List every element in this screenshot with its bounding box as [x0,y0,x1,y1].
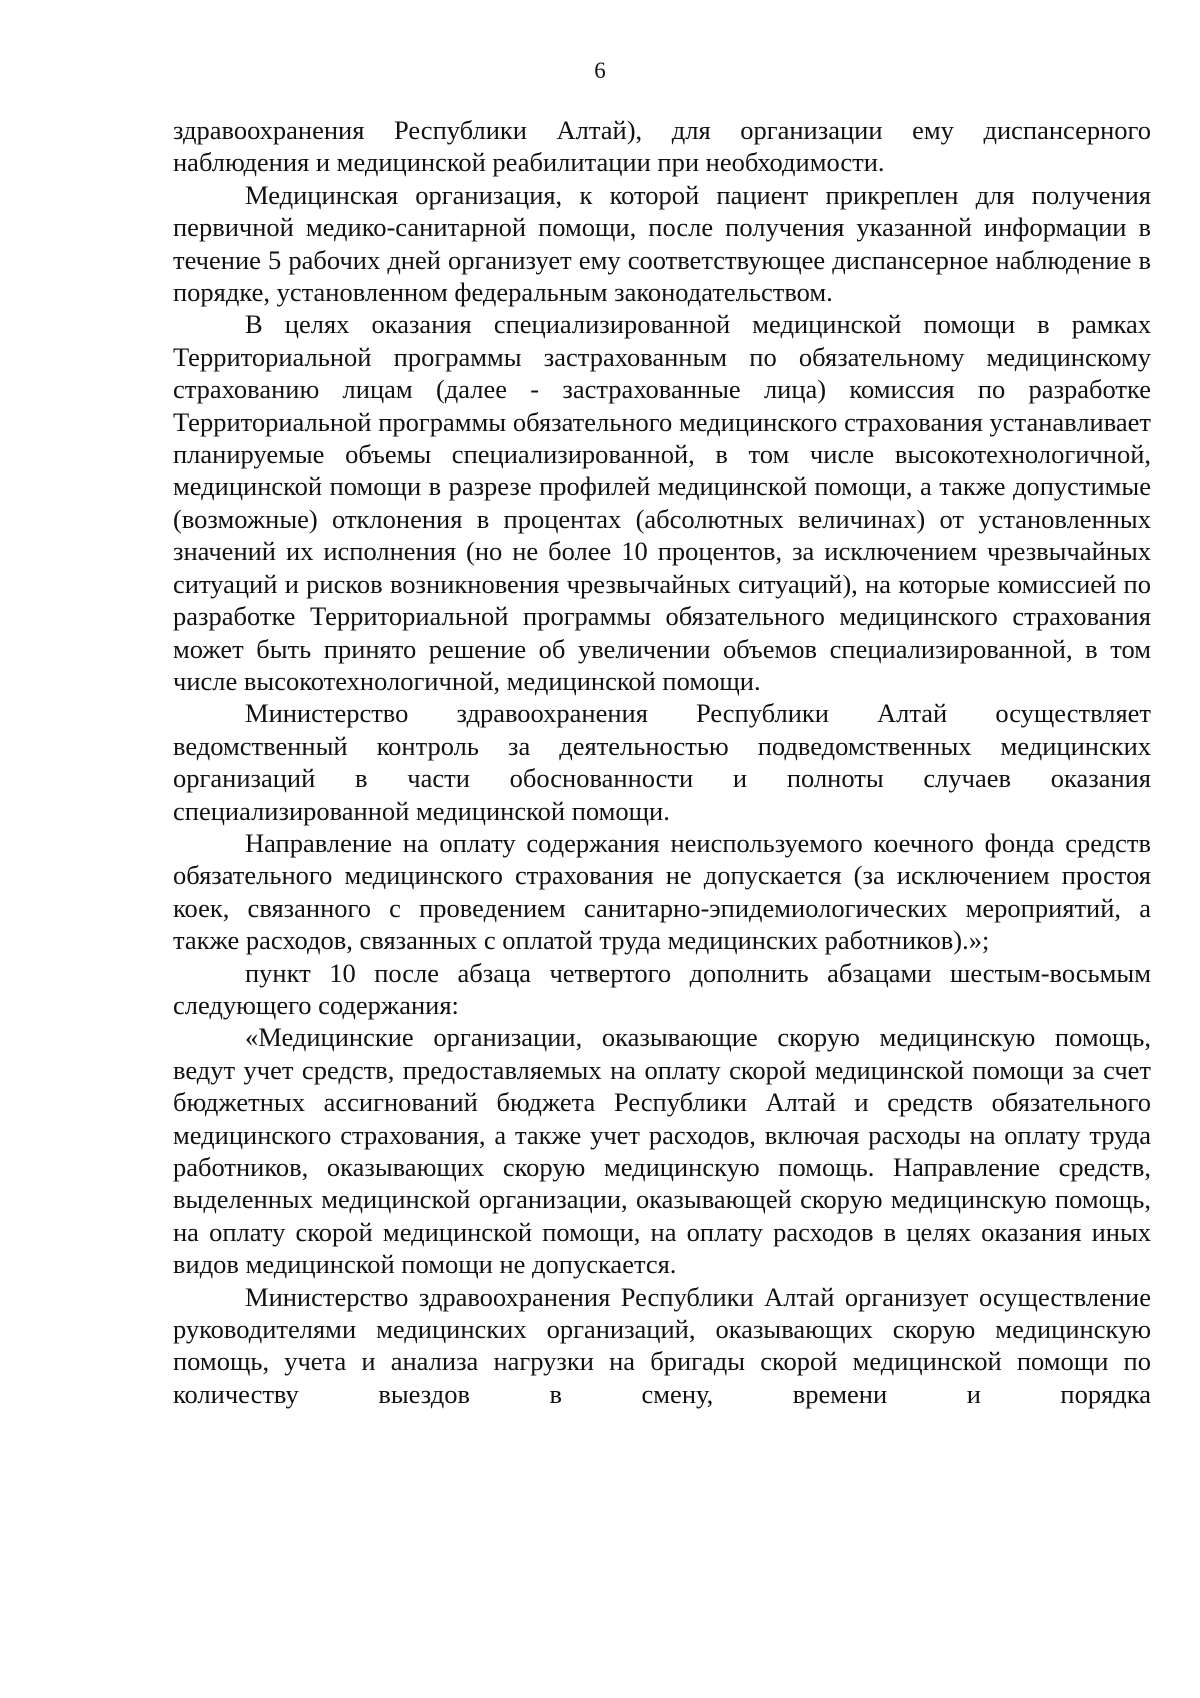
paragraph-bed-fund-restriction: Направление на оплату содержания неиспользуемого коечного фонда средств обязательного медицинского страхования не допускается (за исключением простоя коек, связанного с проведением санитарно-эпидемиологических мероприятий, а также расходов, связанных с оплатой труда медицинских работников).»; [173,827,1151,956]
paragraph-emergency-care-accounting: «Медицинские организации, оказывающие скорую медицинскую помощь, ведут учет средств, предоставляемых на оплату скорой медицинской помощи за счет бюджетных ассигнований бюджета Республики Алтай и средств обязательного медицинского страхования, а также учет расходов, включая расходы на оплату труда работников, оказывающих скорую медицинскую помощь. Направление средств, выделенных медицинской организации, оказывающей скорую медицинскую помощь, на оплату скорой медицинской помощи, на оплату расходов в целях оказания иных видов медицинской помощи не допускается. [173,1022,1151,1280]
paragraph-specialized-care-volumes: В целях оказания специализированной медицинской помощи в рамках Территориальной программы застрахованным по обязательному медицинскому страхованию лицам (далее - застрахованные лица) комиссия по разработке Территориальной программы обязательного медицинского страхования устанавливает планируемые объемы специализированной, в том числе высокотехнологичной, медицинской помощи в разрезе профилей медицинской помощи, а также допустимые (возможные) отклонения в процентах (абсолютных величинах) от установленных значений их исполнения (но не более 10 процентов, за исключением чрезвычайных ситуаций и рисков возникновения чрезвычайных ситуаций), на которые комиссией по разработке Территориальной программы обязательного медицинского страхования может быть принято решение об увеличении объемов специализированной, в том числе высокотехнологичной, медицинской помощи. [173,309,1151,696]
paragraph-emergency-team-workload: Министерство здравоохранения Республики Алтай организует осуществление руководителями медицинских организаций, оказывающих скорую медицинскую помощь, учета и анализа нагрузки на бригады скорой медицинской помощи по количеству выездов в смену, времени и порядка [173,1281,1151,1409]
paragraph-continued-from-previous-page: здравоохранения Республики Алтай), для организации ему диспансерного наблюдения и медицинской реабилитации при необходимости. [173,115,1151,178]
document-body [173,114,1151,1410]
paragraph-departmental-control: Министерство здравоохранения Республики Алтай осуществляет ведомственный контроль за деятельностью подведомственных медицинских организаций в части обоснованности и полноты случаев оказания специализированной медицинской помощи. [173,698,1151,826]
paragraph-amendment-instruction: пункт 10 после абзаца четвертого дополнить абзацами шестым-восьмым следующего содержания: [173,957,1151,1020]
page-number: 6 [594,58,606,83]
paragraph-dispensary-observation: Медицинская организация, к которой пациент прикреплен для получения первичной медико-санитарной помощи, после получения указанной информации в течение 5 рабочих дней организует ему соответствующее диспансерное наблюдение в порядке, установленном федеральным законодательством. [173,179,1151,308]
